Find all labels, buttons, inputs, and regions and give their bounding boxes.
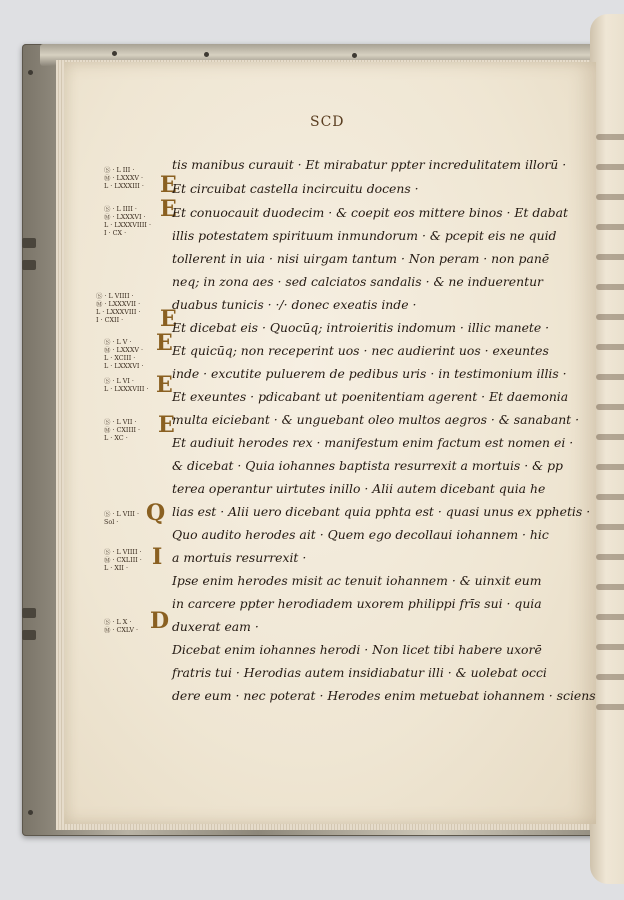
initial-letter: Q bbox=[146, 500, 166, 526]
rivet-icon bbox=[112, 51, 117, 56]
initial-letter: D bbox=[150, 608, 170, 634]
text-line: a mortuis resurrexit · bbox=[172, 550, 307, 565]
text-line: tollerent in uia · nisi uirgam tantum · Non peram · non panē bbox=[172, 251, 550, 266]
text-line: Et conuocauit duodecim · & coepit eos mittere binos · Et dabat bbox=[172, 205, 568, 220]
text-line: Dicebat enim iohannes herodi · Non licet tibi habere uxorē bbox=[172, 642, 542, 657]
canon-note: Ⓢ · L V · Ⓜ · LXXXV · L · XCIII · L · LXXXVI · bbox=[104, 338, 144, 370]
running-head: SCD bbox=[310, 114, 345, 130]
text-line: lias est · Alii uero dicebant quia pphta est · quasi unus ex pphetis · bbox=[172, 504, 591, 519]
text-line: Et dicebat eis · Quocūq; introieritis indomum · illic manete · bbox=[172, 320, 550, 335]
canon-note: Ⓢ · L VI · L · LXXXVIII · bbox=[104, 377, 149, 393]
text-line: Ipse enim herodes misit ac tenuit iohannem · & uinxit eum bbox=[172, 573, 542, 588]
canon-note: Ⓢ · L VIIII · Ⓜ · CXLIII · L · XII · bbox=[104, 548, 142, 572]
initial-letter: I bbox=[152, 544, 163, 570]
canon-note: Ⓢ · L III · Ⓜ · LXXXV · L · LXXXIII · bbox=[104, 166, 144, 190]
text-line: duabus tunicis · ·/· donec exeatis inde · bbox=[172, 297, 417, 312]
canon-note: Ⓢ · L VIIII · Ⓜ · LXXXVII · L · LXXXVIII · I · CXII · bbox=[96, 292, 141, 324]
rivet-icon bbox=[204, 52, 209, 57]
clasp-icon bbox=[22, 630, 36, 640]
text-line: Et exeuntes · pdicabant ut poenitentiam agerent · Et daemonia bbox=[172, 389, 569, 404]
canon-note: Ⓢ · L VIII · Sol · bbox=[104, 510, 140, 526]
text-line: Et quicūq; non receperint uos · nec audierint uos · exeuntes bbox=[172, 343, 549, 358]
text-line: dere eum · nec poterat · Herodes enim metuebat iohannem · sciens bbox=[172, 688, 596, 703]
text-line: fratris tui · Herodias autem insidiabatur illi · & uolebat occi bbox=[172, 665, 547, 680]
initial-letter: E bbox=[160, 172, 177, 198]
initial-letter: E bbox=[156, 372, 173, 398]
text-line: Et circuibat castella incircuitu docens · bbox=[172, 181, 419, 196]
canon-note: Ⓢ · L X · Ⓜ · CXLV · bbox=[104, 618, 139, 634]
text-line: multa eiciebant · & unguebant oleo multos aegros · & sanabant · bbox=[172, 412, 580, 427]
initial-letter: E bbox=[156, 330, 173, 356]
text-line: terea operantur uirtutes inillo · Alii autem dicebant quia he bbox=[172, 481, 546, 496]
text-line: duxerat eam · bbox=[172, 619, 259, 634]
canon-note: Ⓢ · L VII · Ⓜ · CXIIII · L · XC · bbox=[104, 418, 141, 442]
clasp-icon bbox=[22, 608, 36, 618]
rivet-icon bbox=[352, 53, 357, 58]
canon-note: Ⓢ · L IIII · Ⓜ · LXXXVI · L · LXXXVIIII · I · CX · bbox=[104, 205, 152, 237]
clasp-icon bbox=[22, 260, 36, 270]
initial-letter: E bbox=[160, 196, 177, 222]
rivet-icon bbox=[28, 810, 33, 815]
initial-letter: E bbox=[158, 412, 175, 438]
clasp-icon bbox=[22, 238, 36, 248]
text-line: neq; in zona aes · sed calciatos sandalis · & ne induerentur bbox=[172, 274, 543, 289]
text-line: in carcere ppter herodiadem uxorem philippi frīs sui · quia bbox=[172, 596, 542, 611]
text-line: Quo audito herodes ait · Quem ego decollaui iohannem · hic bbox=[172, 527, 549, 542]
text-line: tis manibus curauit · Et mirabatur ppter incredulitatem illorū · bbox=[172, 157, 567, 172]
rivet-icon bbox=[28, 70, 33, 75]
initial-letter: E bbox=[160, 306, 177, 332]
text-line: illis potestatem spirituum inmundorum · & pcepit eis ne quid bbox=[172, 228, 557, 243]
text-line: Et audiuit herodes rex · manifestum enim factum est nomen ei · bbox=[172, 435, 574, 450]
text-line: inde · excutite puluerem de pedibus uris · in testimonium illis · bbox=[172, 366, 567, 381]
text-line: & dicebat · Quia iohannes baptista resurrexit a mortuis · & pp bbox=[172, 458, 563, 473]
